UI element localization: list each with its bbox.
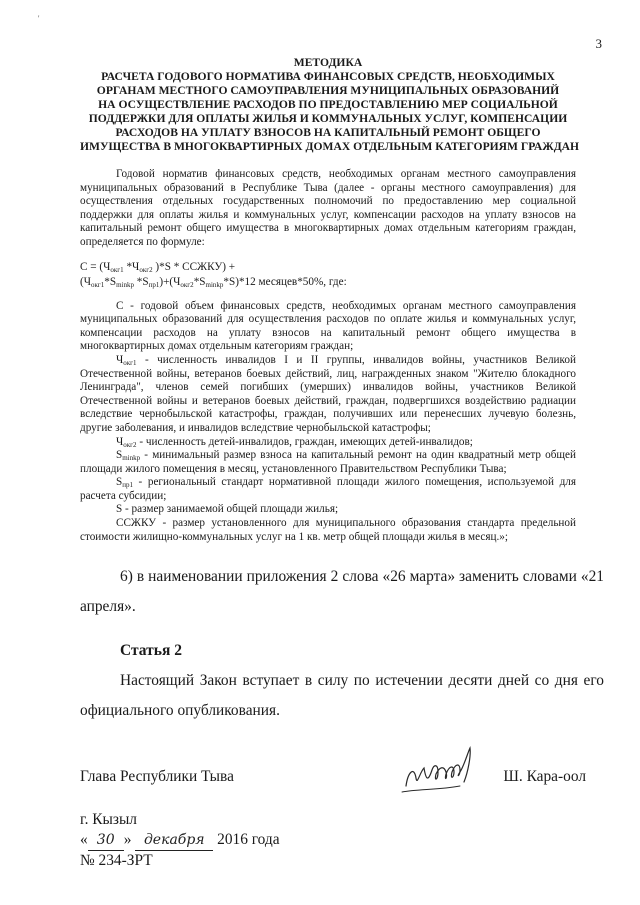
date-month: декабря [135, 830, 213, 851]
definition-c: С - годовой объем финансовых средств, необходимых органам местного самоуправления муниципальных образований для осуществления расходов по оплате жилья и коммунальных услуг, компенсации расходов на уплату взносов на капитальный ремонт общего имущества в многоквартирных домах отдельным категориям граждан; [80, 299, 576, 353]
formula-line-2: ($Ч_{окг1}*S_{minkp}$ $*S_{пр1})+(Ч_{окг2}*S_{minkp}*S)*12$ месяцев*50%, где: [80, 275, 347, 289]
signature-block [80, 768, 604, 798]
title-line: РАСЧЕТА ГОДОВОГО НОРМАТИВА ФИНАНСОВЫХ СРЕДСТВ, НЕОБХОДИМЫХ [101, 70, 555, 83]
definition-ch2: $Ч_{окг2}$ - численность детей-инвалидов, граждан, имеющих детей-инвалидов; [116, 435, 473, 449]
methodology-body [80, 168, 576, 544]
definition-spr: $S_{пр1}$ - региональный стандарт нормативной площади жилого помещения, используемой для расчета субсидии; [80, 476, 576, 502]
title-line: РАСХОДОВ НА УПЛАТУ ВЗНОСОВ НА КАПИТАЛЬНЫЙ РЕМОНТ ОБЩЕГО [115, 126, 541, 139]
definition-s: S - размер занимаемой общей площади жилья; [116, 503, 339, 516]
definition-smin: $S_{minkp}$ - минимальный размер взноса на капитальный ремонт на один квадратный метр общей площади жилого помещения в месяц, установленного Правительством Республики Тыва; [80, 449, 576, 475]
article-body [80, 666, 604, 726]
intro-paragraph: Годовой норматив финансовых средств, необходимых органам местного самоуправления муниципальных образований в Республике Тыва (далее - органы местного самоуправления) для осуществления отдельных государственных полномочий по предоставлению мер социальной поддержки для оплаты жилья и коммунальных услуг, компенсации расходов на уплату взносов на капитальный ремонт общего имущества в многоквартирных домах отдельным категориям граждан, определяется по формуле: [80, 168, 576, 248]
page-number: 3 [595, 36, 602, 51]
handwritten-signature [398, 742, 498, 802]
amendment-text: 6) в наименовании приложения 2 слова «26 марта» заменить словами «21 апреля». [80, 568, 604, 615]
title-line: ОРГАНАМ МЕСТНОГО САМОУПРАВЛЕНИЯ МУНИЦИПАЛЬНЫХ ОБРАЗОВАНИЙ [96, 84, 560, 97]
formula-line-1: $С = (Ч_{окг1}$ $*Ч_{окг2}$ )*S * ССЖКУ) + [80, 260, 236, 274]
formula [80, 260, 576, 290]
title-line: ИМУЩЕСТВА В МНОГОКВАРТИРНЫХ ДОМАХ ОТДЕЛЬНЫМ КАТЕГОРИЯМ ГРАЖДАН [80, 140, 580, 153]
definition-sszhku: ССЖКУ - размер установленного для муниципального образования стандарта предельной стоимости жилищно-коммунальных услуг на 1 кв. метр общей площади жилья в месяц.»; [80, 517, 576, 543]
signatory-position: Глава Республики Тыва [80, 768, 234, 785]
methodology-title [80, 56, 580, 154]
place: г. Кызыл [80, 811, 137, 828]
article-text: Настоящий Закон вступает в силу по истечении десяти дней со дня его официального опубликования. [80, 672, 604, 719]
amendment-item [80, 562, 604, 622]
scan-mark: ' [38, 14, 40, 23]
signatory-name: Ш. Кара-оол [503, 768, 586, 785]
title-line: НА ОСУЩЕСТВЛЕНИЕ РАСХОДОВ ПО ПРЕДОСТАВЛЕНИЮ МЕР СОЦИАЛЬНОЙ [98, 98, 558, 111]
definition-ch1: $Ч_{окг1}$ - численность инвалидов I и II группы, инвалидов войны, участников Великой Отечественной войны, ветеранов боевых действий, лиц, награжденных знаком "Жителю блокадного Ленинграда", членов семей погибших (умерших) инвалидов войны, участников Великой Отечественной войны и ветеранов боевых действий, граждан, подвергшихся воздействию радиации вследствие чернобыльской катастрофы, граждан, получивших или перенесших лучевую болезнь, другие заболевания, и инвалидов вследствие чернобыльской катастрофы; [80, 353, 576, 434]
definitions-list [80, 300, 576, 545]
title-line: ПОДДЕРЖКИ ДЛЯ ОПЛАТЫ ЖИЛЬЯ И КОММУНАЛЬНЫХ УСЛУГ, КОМПЕНСАЦИИ [88, 112, 568, 125]
title-line: МЕТОДИКА [293, 56, 363, 69]
signing-date: « 30 » декабря 2016 года [80, 830, 280, 851]
date-year: 2016 года [217, 831, 280, 848]
law-number: № 234-ЗРТ [80, 852, 153, 869]
date-day: 30 [88, 830, 124, 851]
place-date-block [80, 810, 280, 871]
article-heading: Статья 2 [120, 642, 182, 659]
